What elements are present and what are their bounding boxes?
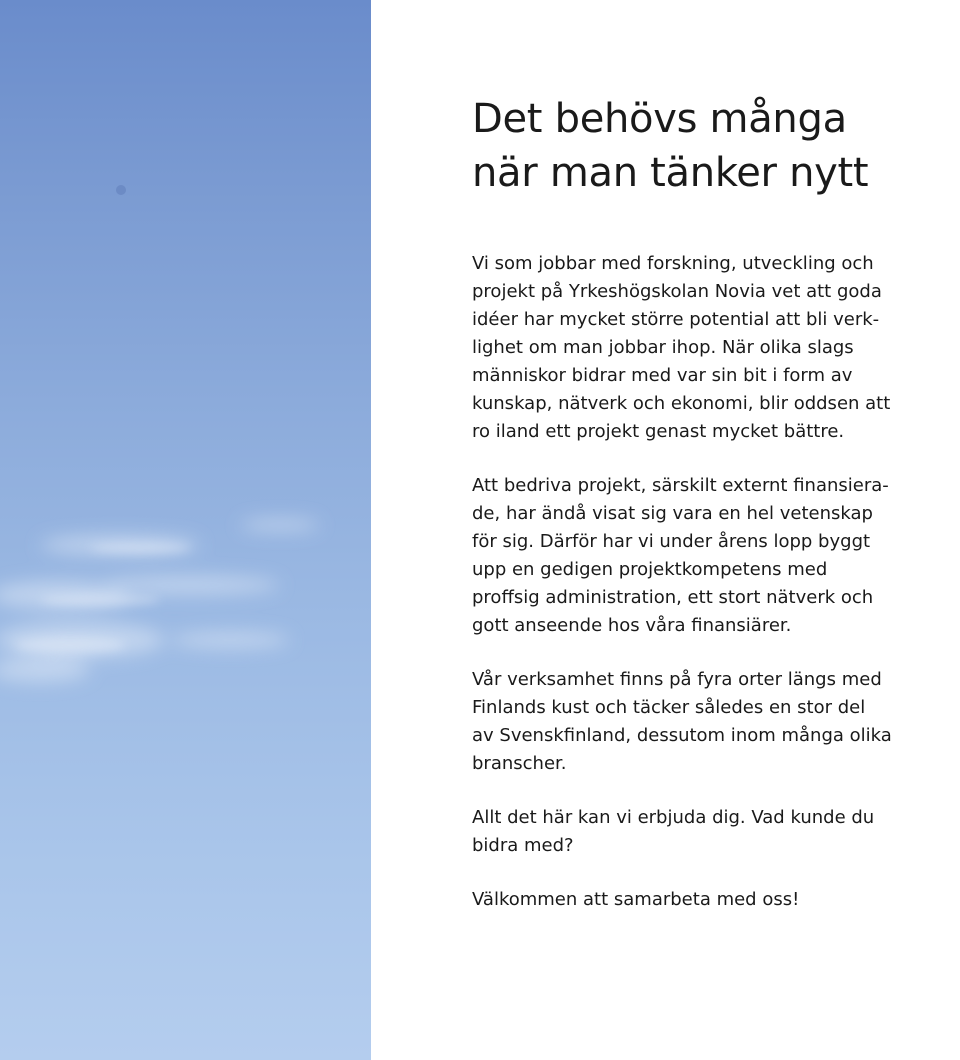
text-line: kunskap, nätverk och ekonomi, blir oddsen att: [472, 393, 891, 414]
text-line: upp en gedigen projektkompetens med: [472, 559, 828, 580]
text-line: ro iland ett projekt genast mycket bättre.: [472, 421, 845, 442]
text-line: proffsig administration, ett stort nätverk och: [472, 587, 874, 608]
title-line: när man tänker nytt: [472, 150, 869, 196]
article-text: [472, 92, 960, 940]
text-line: projekt på Yrkeshögskolan Novia vet att goda: [472, 281, 882, 302]
title-line: Det behövs många: [472, 96, 847, 142]
text-line: av Svenskfinland, dessutom inom många olika: [472, 725, 892, 746]
paragraph: [472, 472, 960, 640]
text-line: de, har ändå visat sig vara en hel vetenskap: [472, 503, 873, 524]
text-line: gott anseende hos våra finansiärer.: [472, 615, 792, 636]
text-line: för sig. Därför har vi under årens lopp byggt: [472, 531, 871, 552]
sky-photo: [0, 0, 371, 1060]
text-line: Vår verksamhet finns på fyra orter längs med: [472, 669, 882, 690]
text-line: Välkommen att samarbeta med oss!: [472, 889, 800, 910]
text-line: Vi som jobbar med forskning, utveckling och: [472, 253, 874, 274]
text-line: bidra med?: [472, 835, 574, 856]
paragraph: [472, 804, 960, 860]
text-line: lighet om man jobbar ihop. När olika slags: [472, 337, 854, 358]
text-line: Att bedriva projekt, särskilt externt finansiera-: [472, 475, 889, 496]
text-line: Allt det här kan vi erbjuda dig. Vad kunde du: [472, 807, 875, 828]
page-title: [472, 92, 960, 200]
paragraph: [472, 250, 960, 446]
paragraph: [472, 666, 960, 778]
paragraph: [472, 886, 960, 914]
text-line: människor bidrar med var sin bit i form av: [472, 365, 853, 386]
text-line: Finlands kust och täcker således en stor del: [472, 697, 866, 718]
text-line: idéer har mycket större potential att bli verk-: [472, 309, 880, 330]
text-line: branscher.: [472, 753, 567, 774]
sky-clouds-image: [0, 0, 371, 1060]
